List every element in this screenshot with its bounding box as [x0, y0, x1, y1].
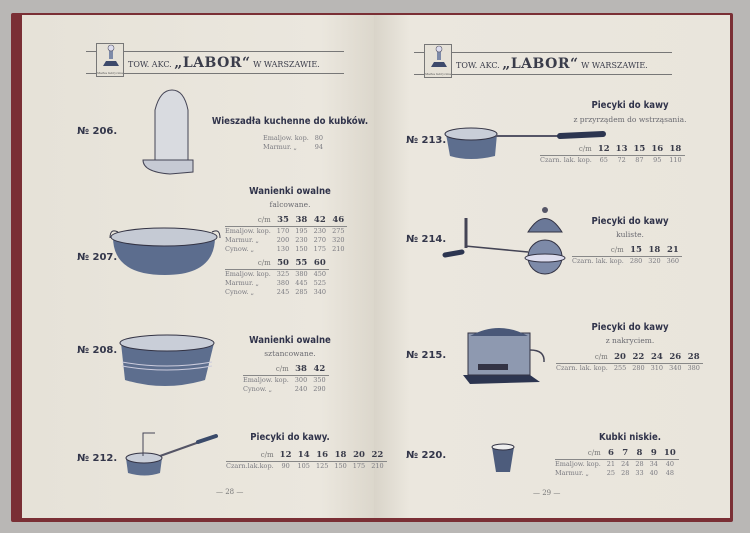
cell: 525 — [313, 279, 327, 287]
cell: 9 — [647, 448, 661, 460]
cell: 90 — [281, 462, 290, 470]
table-header — [226, 450, 387, 462]
cell: 285 — [295, 288, 308, 296]
cell: 255 — [613, 364, 627, 372]
price-table — [225, 215, 347, 254]
table-header — [243, 364, 329, 376]
cell: 18 — [331, 450, 349, 462]
cell: 7 — [618, 448, 632, 460]
cell: 42 — [310, 364, 328, 376]
item-number: № 212. — [77, 453, 118, 464]
cell: 20 — [350, 450, 368, 462]
table-row — [556, 364, 703, 374]
candle-trademark-icon: Marka fabryczna — [424, 44, 452, 78]
table-header — [572, 245, 682, 257]
row-label: Cynow. „ — [225, 288, 255, 296]
oval-tub-stamped-illustration — [120, 335, 214, 386]
item-title: Piecyki do kawy — [591, 216, 669, 227]
item-title: Piecyki do kawy — [591, 322, 669, 333]
table-row — [243, 376, 329, 386]
cell: 38 — [292, 215, 310, 227]
cell: 46 — [329, 215, 347, 227]
cell: 95 — [653, 156, 662, 164]
page-number: — 28 — — [216, 488, 244, 496]
cell: 35 — [274, 215, 292, 227]
cell: 25 — [606, 469, 616, 477]
table-row — [225, 236, 347, 245]
cell: 14 — [295, 450, 313, 462]
cell: 290 — [313, 385, 326, 393]
covered-coffee-roaster-illustration — [463, 328, 544, 384]
cell: 50 — [274, 258, 292, 270]
cell: 110 — [669, 156, 682, 164]
table-row — [263, 134, 326, 143]
cell: 24 — [648, 352, 666, 364]
table-row — [540, 156, 685, 166]
item-subtitle: falcowane. — [269, 200, 311, 209]
cell: 12 — [595, 144, 613, 156]
cell: 48 — [665, 469, 674, 477]
cell: 125 — [315, 462, 329, 470]
item-subtitle: sztancowane. — [264, 349, 316, 358]
row-label: c/m — [556, 352, 611, 364]
kitchen-rack-illustration — [143, 90, 193, 174]
row-label: c/m — [572, 245, 627, 257]
cell: 270 — [313, 236, 327, 244]
item-title: Piecyki do kawy — [591, 100, 669, 111]
price-table — [572, 245, 682, 266]
cell: 175 — [352, 462, 366, 470]
cell: 18 — [645, 245, 663, 257]
cell: 350 — [313, 376, 326, 384]
cell: 8 — [632, 448, 646, 460]
cell: 16 — [313, 450, 331, 462]
cell: 380 — [687, 364, 700, 372]
table-header — [556, 352, 703, 364]
row-label: Cynow. „ — [243, 385, 273, 393]
item-title: Wanienki owalne — [249, 186, 331, 197]
table-header — [555, 448, 679, 460]
table-row — [225, 288, 329, 297]
cell: 87 — [635, 156, 644, 164]
item-subtitle: z przyrządem do wstrząsania. — [573, 115, 687, 124]
item-number: № 220. — [406, 450, 447, 461]
row-label: Marmur. „ — [555, 469, 589, 477]
table-row — [225, 227, 347, 237]
spherical-coffee-roaster-illustration — [445, 207, 565, 274]
cell: 325 — [276, 270, 290, 278]
cell: 34 — [649, 460, 658, 468]
cell: 300 — [294, 376, 308, 384]
item-number: № 213. — [406, 135, 447, 146]
row-label: Emaljow. kop. — [243, 376, 289, 384]
item-title: Piecyki do kawy. — [250, 432, 330, 443]
cell: 230 — [313, 227, 327, 235]
cell: 16 — [648, 144, 666, 156]
coffee-roaster-212-illustration — [126, 433, 216, 476]
row-label: Emaljow. kop. — [555, 460, 601, 468]
cell: 210 — [332, 245, 345, 253]
table-row — [226, 462, 387, 472]
item-title: Wieszadła kuchenne do kubków. — [211, 116, 369, 127]
table-row — [555, 469, 679, 478]
row-label: c/m — [225, 215, 274, 227]
cell: 28 — [635, 460, 644, 468]
row-label: Czarn. lak. kop. — [556, 364, 608, 372]
price-table — [540, 144, 685, 165]
cell: 15 — [627, 245, 645, 257]
table-header — [225, 215, 347, 227]
row-label: Czarn. lak. kop. — [540, 156, 592, 164]
low-cup-illustration — [492, 444, 514, 472]
table-row — [555, 460, 679, 470]
row-label: Czarn.lak.kop. — [226, 462, 274, 470]
row-label: Marmur. „ — [263, 143, 297, 151]
cell: 450 — [313, 270, 327, 278]
cell: 40 — [665, 460, 674, 468]
cell: 12 — [277, 450, 295, 462]
cell: 55 — [292, 258, 310, 270]
cell: 200 — [276, 236, 290, 244]
cell: 28 — [621, 469, 630, 477]
cell: 195 — [295, 227, 308, 235]
cell: 320 — [648, 257, 661, 265]
cell: 150 — [295, 245, 308, 253]
cell: 38 — [292, 364, 310, 376]
cell: 360 — [666, 257, 680, 265]
cell: 13 — [613, 144, 631, 156]
row-label: c/m — [555, 448, 604, 460]
cell: 26 — [666, 352, 684, 364]
cell: 240 — [294, 385, 308, 393]
cell: 310 — [650, 364, 664, 372]
row-label: c/m — [225, 258, 274, 270]
item-subtitle: z nakryciem. — [605, 336, 655, 345]
cell: 340 — [669, 364, 682, 372]
table-row — [225, 270, 329, 280]
cell: 445 — [295, 279, 308, 287]
table-row — [225, 245, 347, 254]
cell: 340 — [313, 288, 327, 296]
item-number: № 215. — [406, 350, 447, 361]
row-label: c/m — [226, 450, 277, 462]
row-label: c/m — [243, 364, 292, 376]
row-label: Marmur. „ — [225, 236, 259, 244]
cell: 245 — [276, 288, 290, 296]
row-label: Marmur. „ — [225, 279, 259, 287]
cell: 150 — [334, 462, 347, 470]
cell: 105 — [297, 462, 310, 470]
item-number: № 208. — [77, 345, 118, 356]
cell: 42 — [311, 215, 329, 227]
company-name: TOW. AKC. „LABOR“ W WARSZAWIE. — [128, 55, 320, 71]
cell: 33 — [635, 469, 644, 477]
item-number: № 207. — [77, 252, 118, 263]
cell: 65 — [599, 156, 608, 164]
row-label: Emaljow. kop. — [225, 227, 271, 235]
cell: 80 — [314, 134, 324, 142]
cell: 280 — [632, 364, 645, 372]
cell: 72 — [617, 156, 626, 164]
table-header — [540, 144, 685, 156]
cell: 275 — [332, 227, 345, 235]
cell: 20 — [611, 352, 629, 364]
price-table — [555, 448, 679, 478]
cell: 280 — [629, 257, 643, 265]
item-title: Wanienki owalne — [249, 335, 331, 346]
oval-tub-folded-illustration — [110, 228, 220, 275]
cell: 380 — [276, 279, 290, 287]
cell: 60 — [311, 258, 329, 270]
cell: 21 — [606, 460, 616, 468]
cell: 170 — [276, 227, 290, 235]
cell: 94 — [314, 143, 324, 151]
row-label: c/m — [540, 144, 595, 156]
cell: 6 — [604, 448, 618, 460]
item-subtitle: kuliste. — [616, 230, 644, 239]
price-table — [225, 258, 329, 297]
cell: 15 — [631, 144, 649, 156]
table-header — [225, 258, 329, 270]
table-row — [572, 257, 682, 267]
cell: 28 — [685, 352, 703, 364]
item-number: № 214. — [406, 234, 447, 245]
row-label: Cynow. „ — [225, 245, 255, 253]
cell: 21 — [664, 245, 682, 257]
row-label: Emaljow. kop. — [225, 270, 271, 278]
page-number: — 29 — — [533, 489, 561, 497]
cell: 10 — [661, 448, 679, 460]
price-table — [263, 134, 326, 152]
cell: 175 — [313, 245, 327, 253]
cell: 130 — [276, 245, 290, 253]
cell: 22 — [629, 352, 647, 364]
item-number: № 206. — [77, 126, 118, 137]
candle-trademark-icon: Marka fabryczna — [96, 43, 124, 77]
cell: 22 — [368, 450, 386, 462]
table-row — [225, 279, 329, 288]
price-table — [556, 352, 703, 373]
cell: 24 — [621, 460, 630, 468]
company-name: TOW. AKC. „LABOR“ W WARSZAWIE. — [456, 56, 648, 72]
table-row — [263, 143, 326, 152]
cell: 380 — [295, 270, 308, 278]
cell: 320 — [332, 236, 345, 244]
price-table — [226, 450, 387, 471]
cell: 230 — [295, 236, 308, 244]
table-row — [243, 385, 329, 394]
cell: 210 — [371, 462, 384, 470]
row-label: Czarn. lak. kop. — [572, 257, 624, 265]
cell: 40 — [649, 469, 658, 477]
row-label: Emaljow. kop. — [263, 134, 309, 142]
item-title: Kubki niskie. — [598, 432, 662, 443]
cell: 18 — [666, 144, 684, 156]
price-table — [243, 364, 329, 394]
